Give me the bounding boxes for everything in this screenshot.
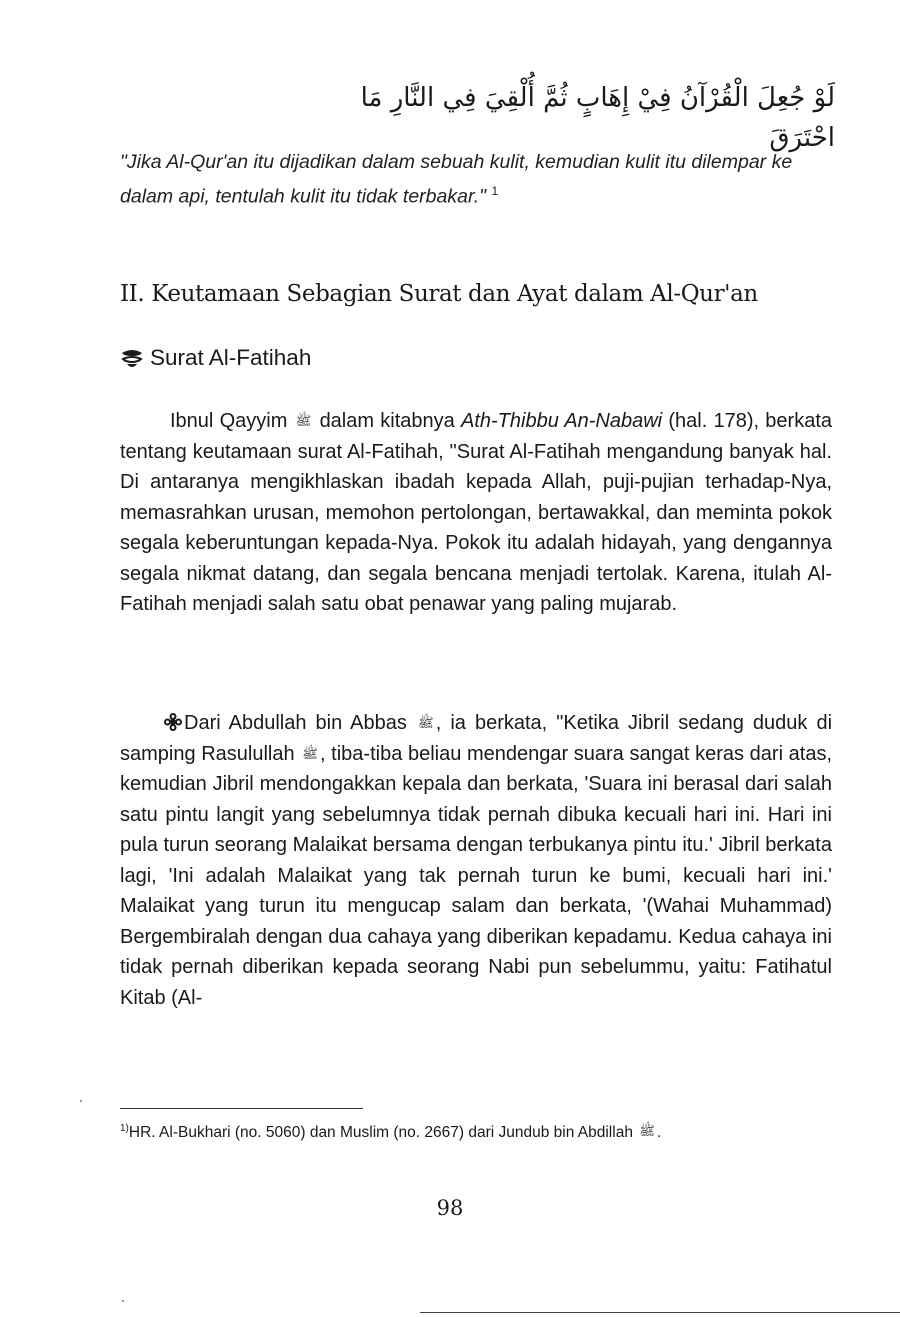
footnote-divider — [120, 1108, 363, 1109]
honorific-glyph: ﷺ — [639, 1123, 655, 1139]
page-edge-line — [420, 1312, 900, 1313]
honorific-glyph: ﷺ — [295, 413, 312, 428]
text-run: . — [656, 1124, 662, 1142]
scan-speck — [80, 1100, 82, 1102]
paragraph-ibnul-qayyim — [120, 406, 832, 620]
footnote-text: HR. Al-Bukhari (no. 5060) dan Muslim (no. 2667) dari Jundub bin Abdillah — [128, 1124, 633, 1142]
arabic-verse: لَوْ جُعِلَ الْقُرْآنُ فِيْ إِهَابٍ ثُمَّ أُلْقِيَ فِي النَّارِ مَا احْتَرَقَ — [360, 83, 835, 153]
text-run: Ibnul Qayyim — [170, 410, 288, 432]
honorific-glyph: ﷺ — [417, 715, 434, 730]
paragraph-hadith — [120, 708, 832, 1013]
text-run: , ia berkata, "Ketika Jibril sedang duduk di samping Rasulullah — [120, 712, 833, 765]
translation-text: "Jika Al-Qur'an itu dijadikan dalam sebuah kulit, kemudian kulit itu dilempar ke dalam api, tentulah kulit itu tidak terbakar." — [120, 151, 793, 208]
scan-speck — [122, 1300, 124, 1302]
text-run: Dari Abdullah bin Abbas — [184, 712, 407, 734]
text-run: (hal. 178), berkata tentang keutamaan surat Al-Fatihah, "Surat Al-Fatihah mengandung banyak hal. Di antaranya mengikhlaskan ibadah kepada Allah, puji-pujian terhadap-Nya, memasrahkan urusan, memohon pertolongan, bertawakkal, dan meminta pokok segala keberuntungan kepada-Nya. Pokok itu adalah hidayah, yang dengannya segala nikmat datang, dan segala bencana menjadi tertolak. Karena, itulah Al-Fatihah menjadi salah satu obat penawar yang paling mujarab. — [120, 410, 833, 615]
flower-bullet-icon — [164, 710, 182, 728]
footnote-marker: 1) — [120, 1123, 129, 1134]
book-title: Ath-Thibbu An-Nabawi — [460, 410, 663, 432]
section-title: II. Keutamaan Sebagian Surat dan Ayat dalam Al-Qur'an — [120, 281, 758, 307]
footnote — [120, 1118, 835, 1144]
ornament-leaf-icon — [120, 347, 144, 369]
footnote-reference[interactable]: 1 — [491, 184, 499, 198]
text-run: , tiba-tiba beliau mendengar suara sangat keras dari atas, kemudian Jibril mendongakkan kepala dan berkata, 'Suara ini berasal dari salah satu pintu langit yang sebelumnya tidak pernah dibuka kecuali hari ini. Hari ini pula turun seorang Malaikat bersama dengan terbukanya pintu itu.' Jibril berkata lagi, 'Ini adalah Malaikat yang tak pernah turun ke bumi, kecuali hari ini.' Malaikat yang turun itu mengucap salam dan berkata, '(Wahai Muhammad) Bergembiralah dengan dua cahaya yang diberikan kepadamu. Kedua cahaya ini tidak pernah diberikan kepada seorang Nabi pun sebelummu, yaitu: Fatihatul Kitab (Al- — [120, 742, 833, 1009]
page-number: 98 — [436, 1196, 464, 1220]
text-run: dalam kitabnya — [319, 410, 455, 432]
honorific-glyph: ﷺ — [302, 745, 318, 761]
subsection-title: Surat Al-Fatihah — [150, 345, 312, 370]
verse-translation — [120, 148, 835, 212]
subsection-heading — [120, 342, 720, 374]
